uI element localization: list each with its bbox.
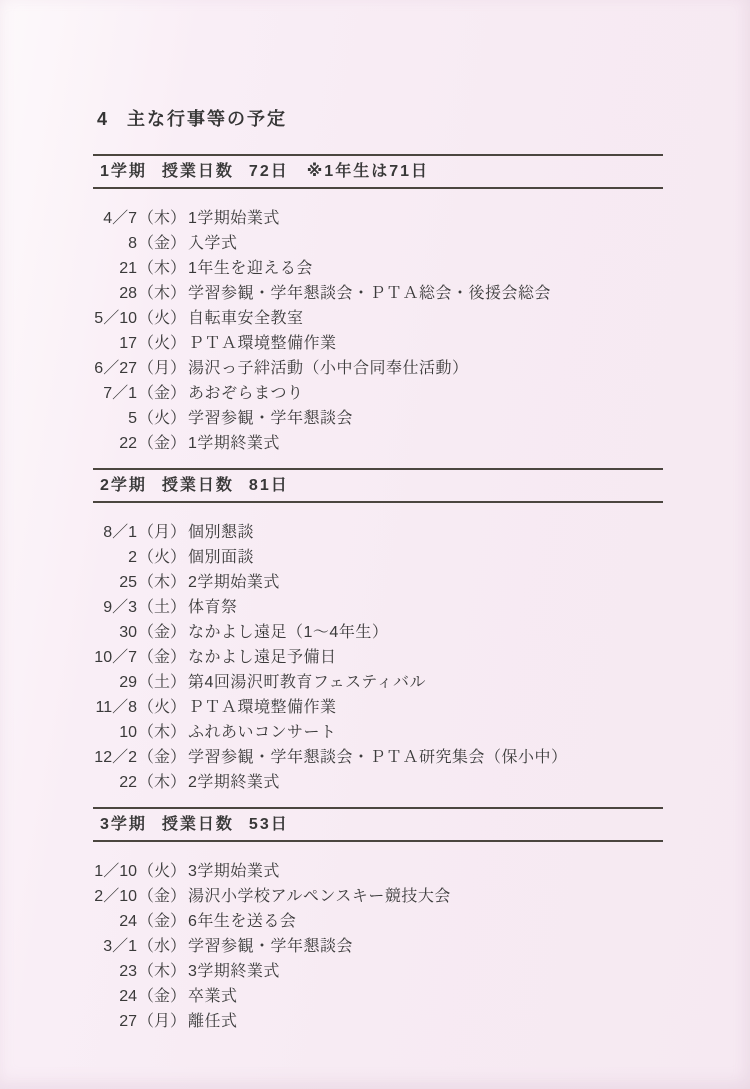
event-name: 第4回湯沢町教育フェスティバル xyxy=(188,674,427,691)
event-date: 6／27 xyxy=(94,360,137,377)
attendance-label: 授業日数 xyxy=(161,477,234,494)
event-date: 25 xyxy=(119,574,137,591)
event-date: 22 xyxy=(119,435,137,452)
event-weekday: （火） xyxy=(138,335,187,352)
event-date: 27 xyxy=(119,1013,137,1030)
event-row xyxy=(93,645,750,670)
event-name: 自転車安全教室 xyxy=(188,310,304,327)
event-row xyxy=(93,356,750,381)
event-date: 8 xyxy=(128,235,137,252)
event-row xyxy=(93,231,750,256)
event-row xyxy=(93,934,750,959)
event-name: 離任式 xyxy=(188,1013,238,1030)
event-date: 28 xyxy=(119,285,137,302)
attendance-days: 72日 xyxy=(248,163,289,180)
event-name: 湯沢っ子絆活動（小中合同奉仕活動） xyxy=(188,360,469,377)
term-header xyxy=(93,154,663,189)
event-weekday: （金） xyxy=(138,913,187,930)
event-weekday: （火） xyxy=(138,863,187,880)
event-name: なかよし遠足（1～4年生） xyxy=(188,624,389,641)
event-name: 湯沢小学校アルペンスキー競技大会 xyxy=(188,888,451,905)
event-row xyxy=(93,281,750,306)
event-row xyxy=(93,595,750,620)
event-date: 3／1 xyxy=(103,938,137,955)
event-row xyxy=(93,884,750,909)
event-name: ＰＴＡ環境整備作業 xyxy=(188,699,337,716)
event-name: 1学期終業式 xyxy=(188,435,280,452)
event-row xyxy=(93,381,750,406)
event-list xyxy=(93,859,750,1034)
event-weekday: （金） xyxy=(138,385,187,402)
event-weekday: （水） xyxy=(138,938,187,955)
event-weekday: （火） xyxy=(138,699,187,716)
event-name: 卒業式 xyxy=(188,988,238,1005)
event-date: 21 xyxy=(119,260,137,277)
event-row xyxy=(93,984,750,1009)
event-date: 10 xyxy=(119,724,137,741)
term-section-1 xyxy=(0,154,750,456)
event-row xyxy=(93,570,750,595)
event-weekday: （土） xyxy=(138,674,187,691)
event-date: 12／2 xyxy=(94,749,137,766)
event-weekday: （金） xyxy=(138,888,187,905)
event-row xyxy=(93,745,750,770)
event-row xyxy=(93,909,750,934)
event-row xyxy=(93,431,750,456)
event-weekday: （木） xyxy=(138,260,187,277)
event-date: 5／10 xyxy=(94,310,137,327)
event-row xyxy=(93,695,750,720)
event-date: 2／10 xyxy=(94,888,137,905)
event-date: 1／10 xyxy=(94,863,137,880)
event-date: 5 xyxy=(128,410,137,427)
page-title: 主な行事等の予定 xyxy=(127,109,288,129)
event-row xyxy=(93,620,750,645)
event-name: 3学期終業式 xyxy=(188,963,280,980)
event-row xyxy=(93,406,750,431)
event-weekday: （月） xyxy=(138,524,187,541)
event-date: 22 xyxy=(119,774,137,791)
event-row xyxy=(93,206,750,231)
event-weekday: （木） xyxy=(138,574,187,591)
event-name: 入学式 xyxy=(188,235,238,252)
event-weekday: （金） xyxy=(138,749,187,766)
attendance-label: 授業日数 xyxy=(161,816,234,833)
event-weekday: （木） xyxy=(138,963,187,980)
event-date: 4／7 xyxy=(103,210,137,227)
event-list xyxy=(93,520,750,795)
event-date: 23 xyxy=(119,963,137,980)
event-row xyxy=(93,331,750,356)
event-date: 11／8 xyxy=(95,699,137,716)
event-name: 個別懇談 xyxy=(188,524,255,541)
term-header xyxy=(93,807,663,842)
event-row xyxy=(93,770,750,795)
event-name: 学習参観・学年懇談会・ＰＴＡ研究集会（保小中） xyxy=(188,749,568,766)
event-date: 2 xyxy=(128,549,137,566)
event-date: 24 xyxy=(119,913,137,930)
event-row xyxy=(93,520,750,545)
event-row xyxy=(93,720,750,745)
term-name: 2学期 xyxy=(100,477,147,494)
event-name: 6年生を送る会 xyxy=(188,913,297,930)
event-name: 学習参観・学年懇談会 xyxy=(188,410,354,427)
event-row xyxy=(93,545,750,570)
event-name: 2学期始業式 xyxy=(188,574,280,591)
event-date: 7／1 xyxy=(103,385,137,402)
event-name: 体育祭 xyxy=(188,599,238,616)
event-weekday: （金） xyxy=(138,435,187,452)
event-list xyxy=(93,206,750,456)
event-row xyxy=(93,1009,750,1034)
first-grade-note: ※1年生は71日 xyxy=(306,163,429,180)
event-name: 1学期始業式 xyxy=(188,210,280,227)
event-weekday: （金） xyxy=(138,988,187,1005)
sections xyxy=(0,154,750,1034)
event-name: 個別面談 xyxy=(188,549,255,566)
event-weekday: （火） xyxy=(138,410,187,427)
event-weekday: （木） xyxy=(138,774,187,791)
event-name: 2学期終業式 xyxy=(188,774,280,791)
event-name: 3学期始業式 xyxy=(188,863,280,880)
page-header xyxy=(97,106,750,132)
event-name: なかよし遠足予備日 xyxy=(188,649,337,666)
event-date: 29 xyxy=(119,674,137,691)
attendance-days: 53日 xyxy=(248,816,289,833)
event-weekday: （土） xyxy=(138,599,187,616)
event-date: 17 xyxy=(119,335,137,352)
event-date: 10／7 xyxy=(94,649,137,666)
event-date: 8／1 xyxy=(103,524,137,541)
event-date: 9／3 xyxy=(103,599,137,616)
event-row xyxy=(93,670,750,695)
event-weekday: （木） xyxy=(138,285,187,302)
event-date: 30 xyxy=(119,624,137,641)
event-name: ふれあいコンサート xyxy=(188,724,337,741)
event-name: 学習参観・学年懇談会 xyxy=(188,938,354,955)
event-weekday: （木） xyxy=(138,210,187,227)
event-weekday: （金） xyxy=(138,235,187,252)
event-date: 24 xyxy=(119,988,137,1005)
event-weekday: （金） xyxy=(138,624,187,641)
event-row xyxy=(93,306,750,331)
attendance-label: 授業日数 xyxy=(161,163,234,180)
event-weekday: （火） xyxy=(138,310,187,327)
event-name: 1年生を迎える会 xyxy=(188,260,313,277)
event-row xyxy=(93,959,750,984)
event-weekday: （火） xyxy=(138,549,187,566)
term-name: 3学期 xyxy=(100,816,147,833)
term-header xyxy=(93,468,663,503)
event-row xyxy=(93,256,750,281)
term-section-2 xyxy=(0,468,750,795)
event-weekday: （月） xyxy=(138,1013,187,1030)
term-section-3 xyxy=(0,807,750,1034)
attendance-days: 81日 xyxy=(248,477,289,494)
event-name: あおぞらまつり xyxy=(188,385,304,402)
event-weekday: （金） xyxy=(138,649,187,666)
event-name: 学習参観・学年懇談会・ＰＴＡ総会・後援会総会 xyxy=(188,285,552,302)
event-row xyxy=(93,859,750,884)
event-name: ＰＴＡ環境整備作業 xyxy=(188,335,337,352)
event-weekday: （木） xyxy=(138,724,187,741)
term-name: 1学期 xyxy=(100,163,147,180)
event-weekday: （月） xyxy=(138,360,187,377)
section-number: 4 xyxy=(97,109,108,129)
